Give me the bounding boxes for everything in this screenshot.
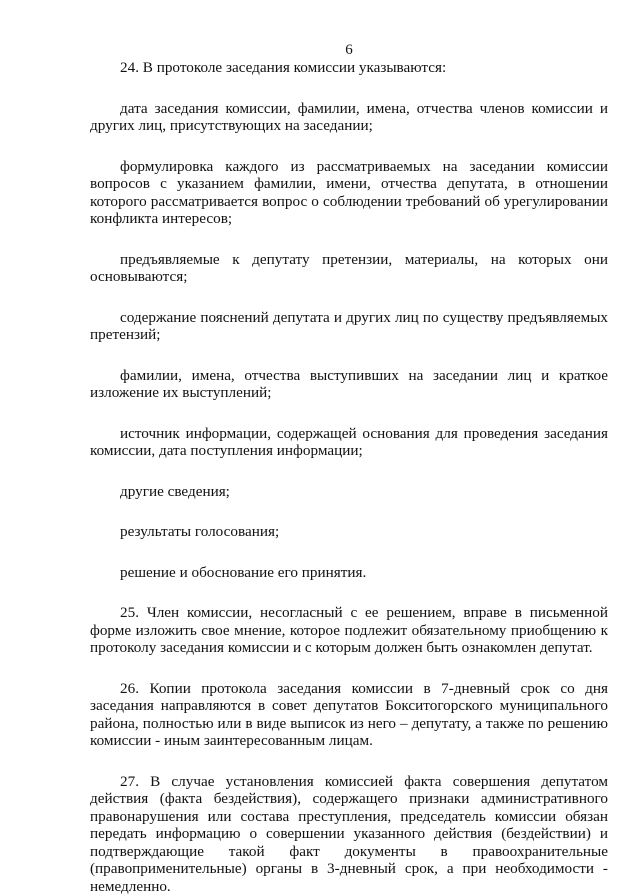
list-item-decision: решение и обоснование его принятия. (90, 564, 608, 582)
list-item-voting-results: результаты голосования; (90, 523, 608, 541)
page-number: 6 (90, 42, 608, 59)
list-item-claims: предъявляемые к депутату претензии, материалы, на которых они основываются; (90, 251, 608, 286)
list-item-date-members: дата заседания комиссии, фамилии, имена, отчества членов комиссии и других лиц, присутствующих на заседании; (90, 100, 608, 135)
list-item-question-wording: формулировка каждого из рассматриваемых на заседании комиссии вопросов с указанием фамилии, имени, отчества депутата, в отношении которого рассматривается вопрос о соблюдении требований об урегулировании конфликта интересов; (90, 158, 608, 228)
paragraph-25: 25. Член комиссии, несогласный с ее решением, вправе в письменной форме изложить свое мнение, которое подлежит обязательному приобщению к протоколу заседания комиссии и с которым должен быть ознакомлен депутат. (90, 604, 608, 657)
list-item-other-info: другие сведения; (90, 483, 608, 501)
list-item-info-source: источник информации, содержащей основания для проведения заседания комиссии, дата поступления информации; (90, 425, 608, 460)
paragraph-26: 26. Копии протокола заседания комиссии в 7-дневный срок со дня заседания направляются в совет депутатов Бокситогорского муниципального района, полностью или в виде выписок из него – депутату, а также по решению комиссии - иным заинтересованным лицам. (90, 680, 608, 750)
paragraph-27: 27. В случае установления комиссией факта совершения депутатом действия (факта бездействия), содержащего признаки административного правонарушения или состава преступления, председатель комиссии обязан передать информацию о совершении указанного действия (бездействии) и подтверждающие такой факт документы в правоохранительные (правоприменительные) органы в 3-дневный срок, а при необходимости - немедленно. (90, 773, 608, 895)
paragraph-24-heading: 24. В протоколе заседания комиссии указываются: (90, 59, 608, 77)
list-item-speakers: фамилии, имена, отчества выступивших на заседании лиц и краткое изложение их выступлений; (90, 367, 608, 402)
list-item-explanations: содержание пояснений депутата и других лиц по существу предъявляемых претензий; (90, 309, 608, 344)
